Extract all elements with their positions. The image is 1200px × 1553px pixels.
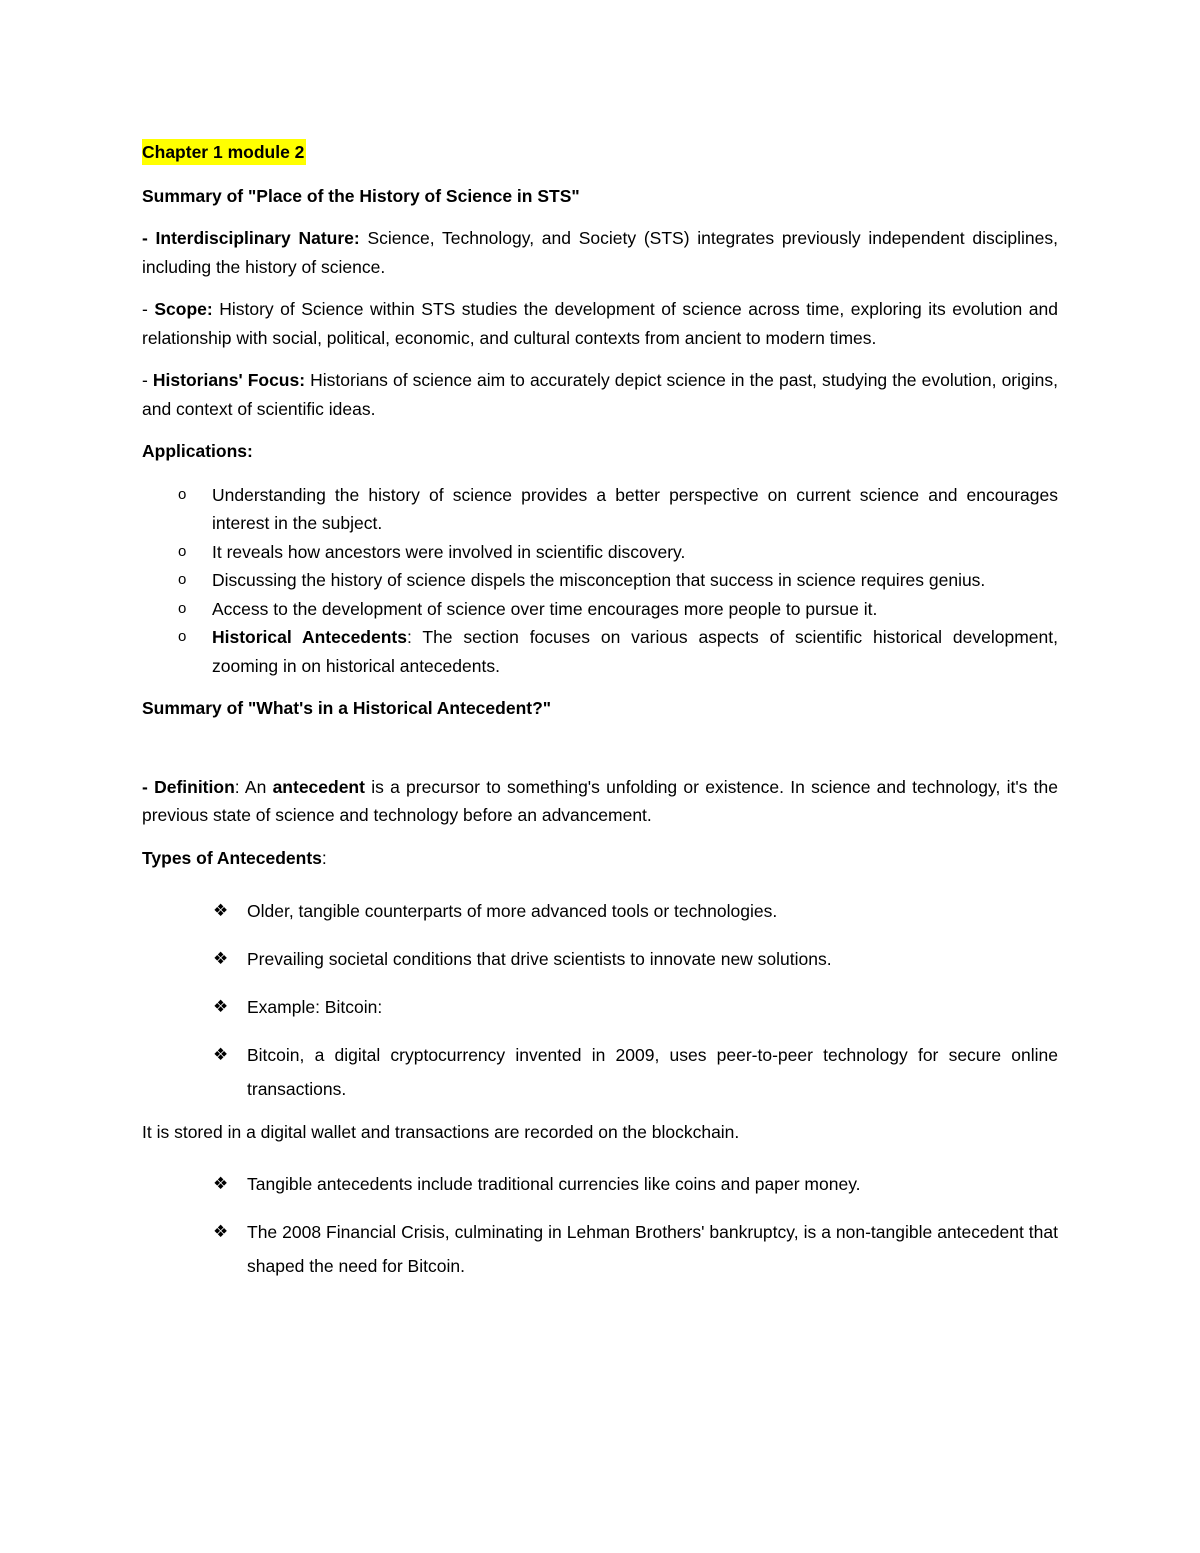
historians-text: Historians of science aim to accurately depict science in the past, studying the evolution, origins, and context of scientific ideas. (142, 370, 1058, 419)
types-colon: : (321, 847, 327, 868)
scope-text: History of Science within STS studies the development of science across time, exploring its evolution and relationship with social, political, economic, and cultural contexts from ancient to modern times. (142, 299, 1058, 348)
scope-label: Scope: (154, 299, 213, 319)
diamond-bullet-icon: ❖ (213, 1173, 229, 1193)
definition-text-2: is a precursor to something's unfolding or existence. In science and technology, it's the previous state of science and technology before an advancement. (142, 776, 1058, 825)
definition-paragraph (142, 773, 1058, 830)
list-item-text: The 2008 Financial Crisis, culminating in Lehman Brothers' bankruptcy, is a non-tangible antecedent that shaped the need for Bitcoin. (247, 1221, 1058, 1276)
list-item (142, 623, 1058, 680)
list-item-text: It reveals how ancestors were involved in scientific discovery. (212, 541, 686, 562)
list-item-text: Discussing the history of science dispels the misconception that success in science requires genius. (212, 570, 986, 590)
summary-2-title: Summary of "What's in a Historical Antecedent?" (142, 698, 552, 718)
circle-bullet-icon: o (178, 628, 187, 645)
interdisciplinary-label: - Interdisciplinary Nature: (142, 228, 360, 248)
types-list (142, 894, 1058, 1106)
chapter-heading-line (142, 138, 1058, 167)
stored-text: It is stored in a digital wallet and transactions are recorded on the blockchain. (142, 1122, 740, 1142)
stored-paragraph (142, 1118, 1058, 1147)
list-item-text: : The section focuses on various aspects of scientific historical development, zooming in on historical antecedents. (212, 627, 1058, 676)
summary-1-title: Summary of "Place of the History of Science in STS" (142, 185, 580, 206)
spacer (142, 723, 1058, 773)
list-item (142, 538, 1058, 567)
applications-list (142, 481, 1058, 681)
list-item-text: Prevailing societal conditions that drive scientists to innovate new solutions. (247, 949, 832, 969)
applications-title: Applications: (142, 441, 253, 461)
interdisciplinary-paragraph (142, 224, 1058, 281)
document-page (142, 138, 1058, 1283)
list-item-text: Access to the development of science over time encourages more people to pursue it. (212, 598, 878, 619)
scope-prefix: - (142, 299, 155, 319)
applications-heading (142, 437, 1058, 466)
circle-bullet-icon: o (178, 542, 187, 560)
diamond-bullet-icon: ❖ (213, 1045, 229, 1064)
circle-bullet-icon: o (178, 485, 187, 503)
list-item-text: Bitcoin, a digital cryptocurrency invented in 2009, uses peer-to-peer technology for secure online transactions. (247, 1045, 1058, 1099)
circle-bullet-icon: o (178, 571, 187, 588)
summary-2-heading (142, 694, 1058, 723)
list-item (142, 942, 1058, 976)
list-item-text: Example: Bitcoin: (247, 997, 383, 1017)
definition-label: - Definition (142, 776, 235, 797)
list-item-text: Tangible antecedents include traditional currencies like coins and paper money. (247, 1173, 861, 1194)
interdisciplinary-text: Science, Technology, and Society (STS) integrates previously independent disciplines, including the history of science. (142, 228, 1058, 277)
list-item (142, 595, 1058, 624)
historians-label: Historians' Focus: (152, 370, 306, 390)
types-title: Types of Antecedents (142, 847, 322, 868)
summary-1-heading (142, 182, 1058, 211)
list-item (142, 1038, 1058, 1106)
types-heading (142, 844, 1058, 873)
chapter-title: Chapter 1 module 2 (142, 139, 306, 165)
historians-prefix: - (142, 370, 153, 390)
list-item-label: Historical Antecedents (212, 627, 407, 647)
definition-text-1: : An (234, 776, 273, 797)
list-item (142, 894, 1058, 928)
list-item (142, 1215, 1058, 1283)
diamond-bullet-icon: ❖ (213, 1221, 229, 1241)
list-item (142, 481, 1058, 538)
diamond-bullet-icon: ❖ (213, 901, 229, 920)
list-item (142, 1167, 1058, 1201)
list-item-text: Older, tangible counterparts of more advanced tools or technologies. (247, 901, 778, 921)
historians-paragraph (142, 366, 1058, 423)
diamond-bullet-icon: ❖ (213, 997, 229, 1016)
definition-bold-word: antecedent (272, 776, 365, 797)
scope-paragraph (142, 295, 1058, 352)
circle-bullet-icon: o (178, 599, 187, 617)
diamond-bullet-icon: ❖ (213, 949, 229, 968)
list-item (142, 566, 1058, 595)
antecedents-list (142, 1167, 1058, 1283)
list-item-text: Understanding the history of science provides a better perspective on current science and encourages interest in the subject. (212, 484, 1058, 533)
list-item (142, 990, 1058, 1024)
